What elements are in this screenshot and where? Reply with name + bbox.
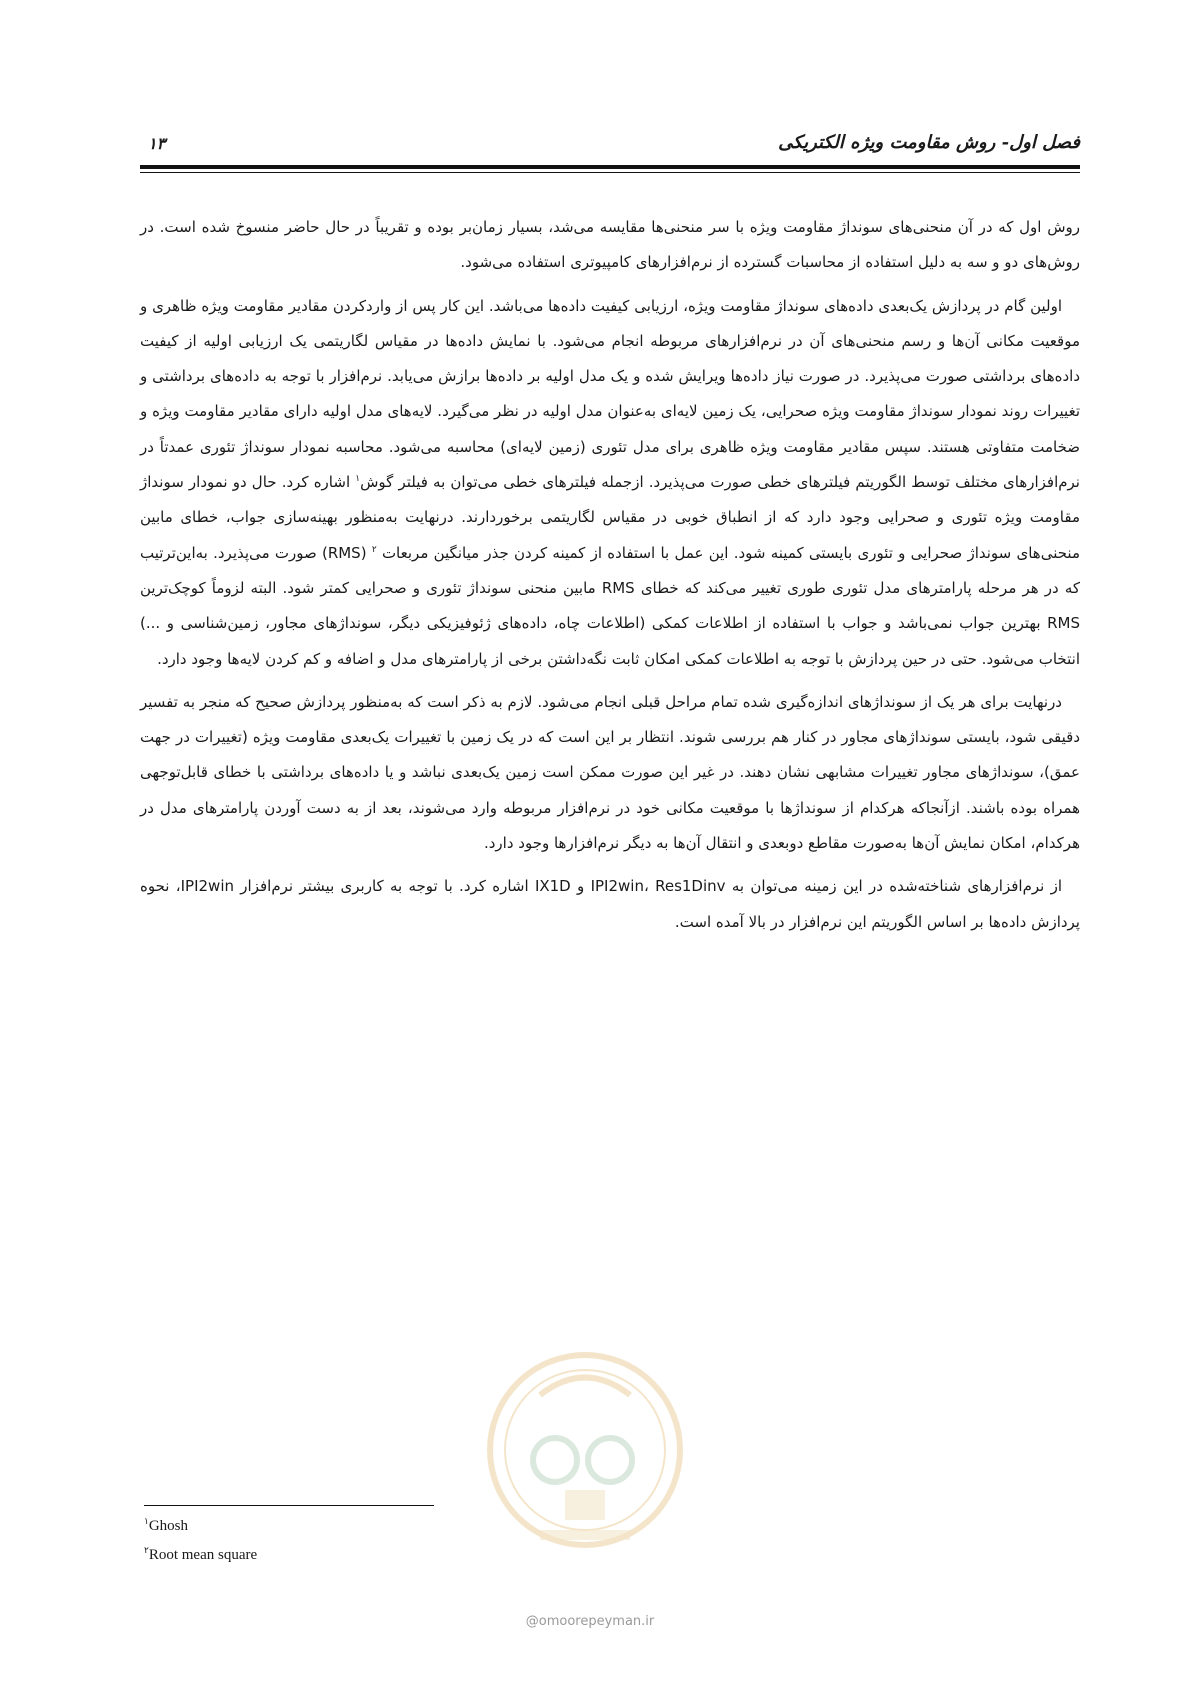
watermark-url: @omoorepeyman.ir (525, 1614, 655, 1629)
footnotes (144, 1512, 544, 1570)
footnote-1-text: Ghosh (148, 1518, 189, 1534)
paragraph-4: از نرم‌افزارهای شناخته‌شده در این زمینه می‌توان به IPI2win، Res1Dinv و IX1D اشاره کرد. با توجه به کاربری بیشتر نرم‌افزار IPI2win، نحوه پردازش داده‌ها بر اساس الگوریتم این نرم‌افزار در بالا آمده است. (140, 877, 1080, 931)
footnote-mark-2: ۲ (371, 544, 377, 555)
footnote-2-mark: ۲ (144, 1545, 149, 1555)
header-rule-thin (140, 172, 1080, 173)
paragraph-2-part-a: اولین گام در پردازش یک‌بعدی داده‌های سونداژ مقاومت ویژه، ارزیابی کیفیت داده‌ها می‌باشد. این کار پس از واردکردن مقادیر مقاومت ویژه ظاهری و موقعیت مکانی آن‌ها و رسم منحنی‌های آن در نرم‌افزارهای مربوطه انجام می‌شود. با نمایش داده‌ها در مقیاس لگاریتمی یک ارزیابی اولیه از کیفیت داده‌های برداشتی صورت می‌پذیرد. در صورت نیاز داده‌ها ویرایش شده و یک مدل اولیه بر داده‌ها برازش می‌یابد. نرم‌افزار با توجه به داده‌های برداشتی و تغییرات روند نمودار سونداژ مقاومت ویژه صحرایی، یک زمین لایه‌ای به‌عنوان مدل اولیه در نظر می‌گیرد. لایه‌های مدل اولیه دارای مقادیر مقاومت ویژه و ضخامت متفاوتی هستند. سپس مقادیر مقاومت ویژه ظاهری برای مدل تئوری (زمین لایه‌ای) محاسبه می‌شود. محاسبه نمودار سونداژ تئوری عمدتاً در نرم‌افزارهای مختلف توسط الگوریتم فیلترهای خطی صورت می‌پذیرد. ازجمله فیلترهای خطی می‌توان به فیلتر گوش (140, 296, 1080, 492)
header-rule-thick (140, 165, 1080, 169)
body-text (140, 210, 1080, 948)
footnote-mark-1: ۱ (355, 474, 361, 485)
paragraph-2-part-b: اشاره کرد. حال دو نمودار سونداژ مقاومت ویژه تئوری و صحرایی وجود دارد که از انطباق خوبی در مقیاس لگاریتمی برخوردارند. درنهایت به‌منظور بهینه‌سازی جواب، خطای مابین منحنی‌های سونداژ صحرایی و تئوری بایستی کمینه شود. این عمل با استفاده از کمینه کردن جذر میانگین مربعات (140, 473, 1080, 562)
page-number: ۱۳ (148, 134, 166, 153)
chapter-title: فصل اول- روش مقاومت ویژه الکتریکی (778, 132, 1080, 153)
paragraph-1: روش اول که در آن منحنی‌های سونداژ مقاومت ویژه با سر منحنی‌ها مقایسه می‌شد، بسیار زمان‌بر بوده و تقریباً در حال حاضر منسوخ شده است. در روش‌های دو و سه به دلیل استفاده از محاسبات گسترده از نرم‌افزارهای کامپیوتری استفاده می‌شود. (140, 218, 1080, 272)
footnote-2 (144, 1541, 544, 1570)
paragraph-2-part-c: (RMS) صورت می‌پذیرد. به‌این‌ترتیب که در هر مرحله پارامترهای مدل تئوری طوری تغییر می‌کند که خطای RMS مابین منحنی سونداژ تئوری و صحرایی کمتر شود. البته لزوماً کوچک‌ترین RMS بهترین جواب نمی‌باشد و جواب با استفاده از اطلاعات کمکی (اطلاعات چاه، داده‌های ژئوفیزیکی دیگر، سونداژهای مجاور، زمین‌شناسی و ...) انتخاب می‌شود. حتی در حین پردازش با توجه به اطلاعات کمکی امکان ثابت نگه‌داشتن برخی از پارامترهای مدل و اضافه و کم کردن لایه‌ها وجود دارد. (140, 543, 1080, 668)
footnote-2-text: Root mean square (148, 1547, 258, 1563)
paragraph-2 (140, 289, 1080, 677)
paragraph-3: درنهایت برای هر یک از سونداژهای اندازه‌گیری شده تمام مراحل قبلی انجام می‌شود. لازم به ذکر است که به‌منظور پردازش صحیح که منجر به تفسیر دقیقی شود، بایستی سونداژهای مجاور در کنار هم بررسی شوند. انتظار بر این است که در یک زمین با تغییرات یک‌بعدی مقاومت ویژه (تغییرات در جهت عمق)، سونداژهای مجاور تغییرات مشابهی نشان دهند. در غیر این صورت ممکن است زمین یک‌بعدی نباشد و یا داده‌های برداشتی با خطای قابل‌توجهی همراه بوده باشند. ازآنجاکه هرکدام از سونداژها با موقعیت مکانی خود در نرم‌افزار مربوطه وارد می‌شوند، بعد از به دست آوردن پارامترهای مدل در هرکدام، امکان نمایش آن‌ها به‌صورت مقاطع دوبعدی و انتقال آن‌ها به دیگر نرم‌افزارها وجود دارد. (140, 692, 1080, 853)
footnote-1 (144, 1512, 544, 1541)
footnote-rule (144, 1505, 434, 1506)
page-header (140, 128, 1080, 164)
footnote-1-mark: ۱ (144, 1516, 149, 1526)
